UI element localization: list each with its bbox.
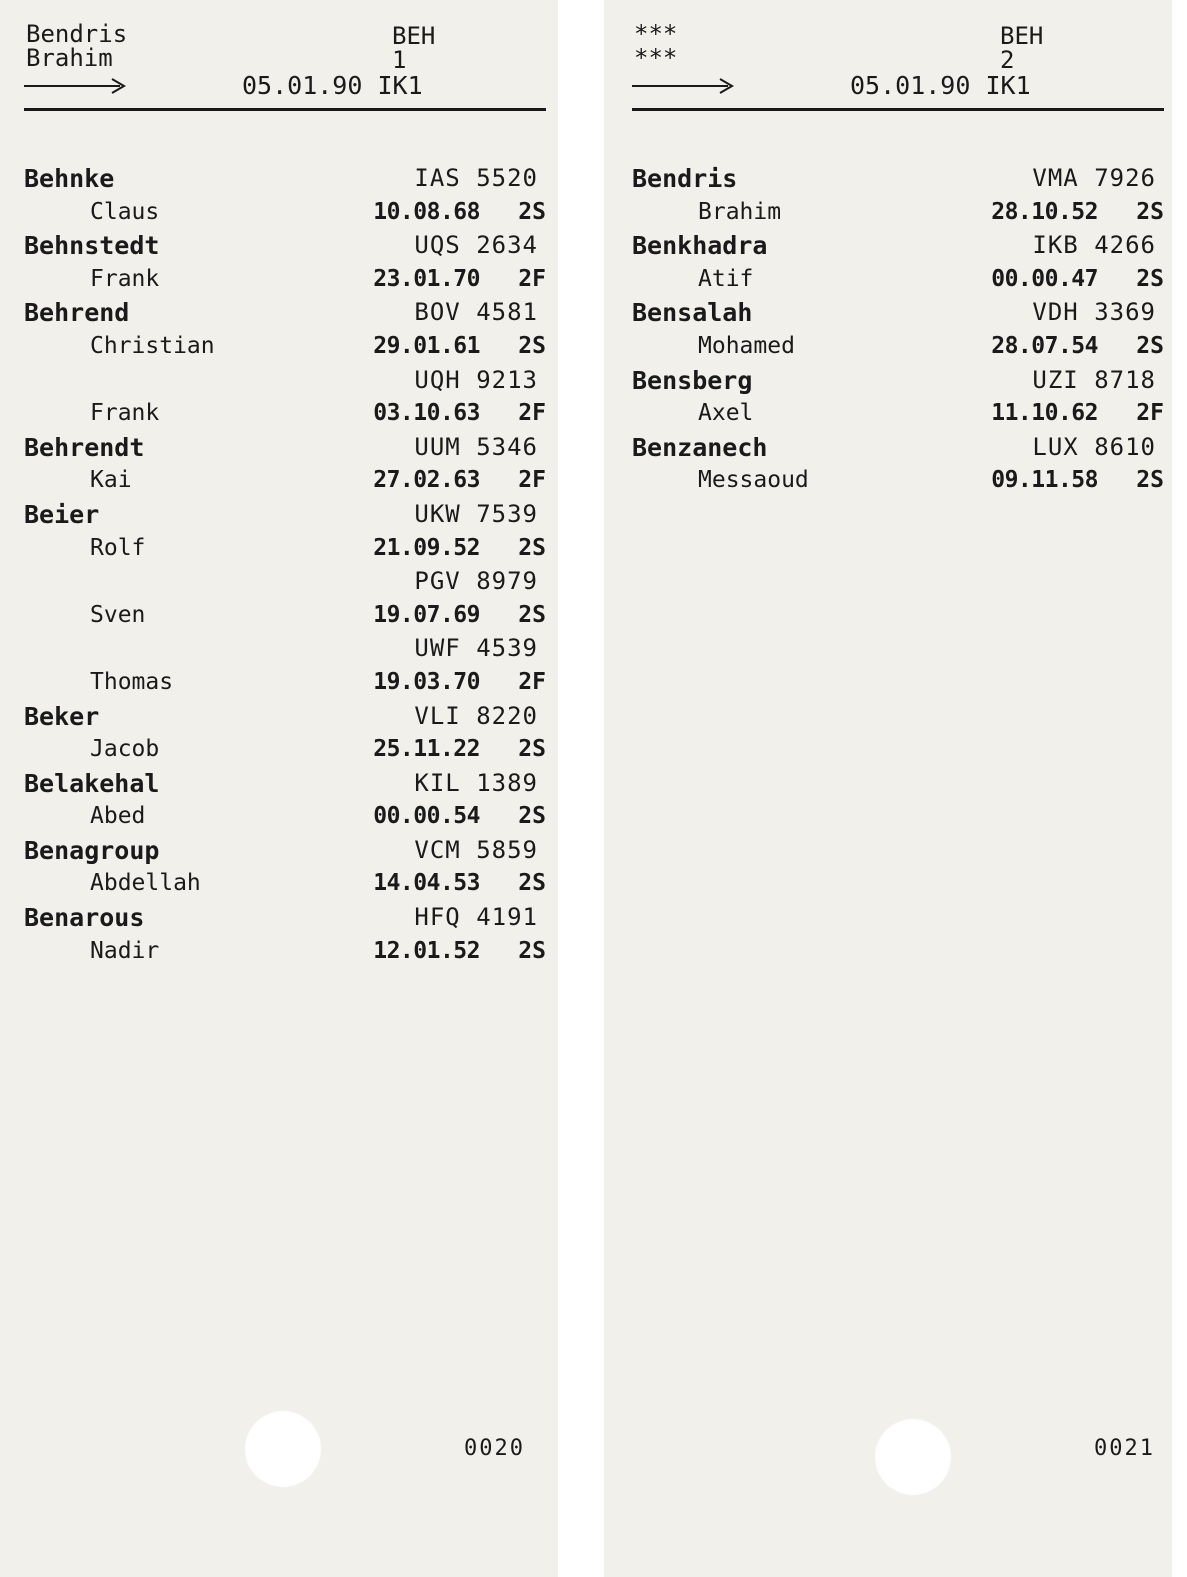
list-item xyxy=(24,464,546,498)
header-rule xyxy=(24,108,546,111)
birth-date: 00.00.47 xyxy=(991,265,1098,292)
list-item xyxy=(632,464,1164,498)
surname-text: Benzanech xyxy=(632,432,768,462)
page-number: 0021 xyxy=(1094,1436,1155,1461)
list-item xyxy=(632,330,1164,364)
list-item xyxy=(24,229,546,263)
surname-text: Beier xyxy=(24,499,100,529)
list-item xyxy=(24,565,546,599)
surname-text: Bensberg xyxy=(632,365,753,395)
birth-date: 09.11.58 xyxy=(991,467,1098,494)
birth-date: 03.10.63 xyxy=(373,400,480,427)
class-code: 2S xyxy=(518,736,546,763)
header-rule xyxy=(632,108,1164,111)
surname-text: Behnstedt xyxy=(24,231,160,261)
birth-date: 27.02.63 xyxy=(373,467,480,494)
class-code: 2S xyxy=(518,937,546,964)
class-code: 2S xyxy=(1136,467,1164,494)
header-date: 05.01.90 IK1 xyxy=(242,71,423,100)
list-item xyxy=(24,834,546,868)
header-line-2: Brahim xyxy=(26,44,113,72)
given-name: Thomas xyxy=(90,668,174,695)
birth-date: 12.01.52 xyxy=(373,937,480,964)
given-name: Mohamed xyxy=(698,332,795,359)
surname-text: Bendris xyxy=(632,164,738,193)
list-item xyxy=(632,397,1164,431)
punch-hole xyxy=(244,1410,322,1488)
given-name: Sven xyxy=(90,601,146,628)
plate-number: UQH 9213 xyxy=(414,365,538,394)
class-code: 2S xyxy=(518,332,546,359)
list-item xyxy=(24,364,546,398)
surname-text: Behrend xyxy=(24,298,130,328)
plate-number: IAS 5520 xyxy=(414,164,538,192)
card-content xyxy=(632,0,1164,1577)
birth-date: 29.01.61 xyxy=(373,332,480,359)
list-item xyxy=(24,498,546,532)
plate-number: BOV 4581 xyxy=(414,298,538,327)
class-code: 2S xyxy=(1136,198,1164,225)
class-code: 2S xyxy=(518,601,546,628)
plate-number: VCM 5859 xyxy=(414,835,538,864)
list-item xyxy=(24,632,546,666)
punch-hole xyxy=(874,1418,952,1496)
list-item xyxy=(632,162,1164,196)
list-item xyxy=(24,397,546,431)
surname-text: Beker xyxy=(24,701,100,731)
list-item xyxy=(24,901,546,935)
plate-number: UKW 7539 xyxy=(414,499,538,528)
given-name: Christian xyxy=(90,332,215,359)
card-left xyxy=(0,0,558,1577)
class-code: 2F xyxy=(1136,400,1164,427)
birth-date: 10.08.68 xyxy=(373,198,480,225)
surname-text: Benagroup xyxy=(24,835,160,865)
list-item xyxy=(24,599,546,633)
class-code: 2S xyxy=(1136,332,1164,359)
list-item xyxy=(632,296,1164,330)
birth-date: 28.10.52 xyxy=(991,198,1098,225)
class-code: 2F xyxy=(518,400,546,427)
plate-number: UWF 4539 xyxy=(414,634,538,663)
class-code: 2S xyxy=(518,534,546,561)
list-item xyxy=(24,532,546,566)
plate-number: VLI 8220 xyxy=(414,701,538,730)
list-item xyxy=(24,431,546,465)
surname-text: Benkhadra xyxy=(632,231,768,261)
given-name: Axel xyxy=(698,400,754,427)
surname-text: Belakehal xyxy=(24,768,160,798)
header-line-1: Bendris xyxy=(26,20,128,48)
list-item xyxy=(24,733,546,767)
class-code: 2F xyxy=(518,467,546,494)
birth-date: 21.09.52 xyxy=(373,534,480,561)
header-line-1: *** xyxy=(634,20,678,48)
given-name: Atif xyxy=(698,265,754,292)
given-name: Messaoud xyxy=(698,467,809,494)
list-item xyxy=(24,800,546,834)
header-number: 1 xyxy=(392,46,407,74)
birth-date: 19.03.70 xyxy=(373,668,480,695)
header-code: BEH xyxy=(392,22,436,50)
list-item xyxy=(24,196,546,230)
surname-text: Bensalah xyxy=(632,298,753,328)
plate-number: PGV 8979 xyxy=(414,567,538,596)
given-name: Jacob xyxy=(90,736,160,763)
given-name: Brahim xyxy=(698,198,782,225)
given-name: Kai xyxy=(90,467,132,494)
plate-number: HFQ 4191 xyxy=(414,903,538,932)
plate-number: VMA 7926 xyxy=(1032,164,1156,192)
plate-number: UQS 2634 xyxy=(414,231,538,260)
class-code: 2F xyxy=(518,265,546,292)
list-item xyxy=(24,767,546,801)
page-number: 0020 xyxy=(464,1436,525,1461)
list-item xyxy=(24,867,546,901)
plate-number: IKB 4266 xyxy=(1032,231,1156,260)
class-code: 2F xyxy=(518,668,546,695)
list-item xyxy=(24,162,546,196)
given-name: Abdellah xyxy=(90,870,201,897)
list-item xyxy=(24,263,546,297)
list-item xyxy=(24,700,546,734)
given-name: Frank xyxy=(90,400,160,427)
birth-date: 19.07.69 xyxy=(373,601,480,628)
list-item xyxy=(632,229,1164,263)
list-item xyxy=(24,296,546,330)
list-item xyxy=(632,263,1164,297)
card-content xyxy=(24,0,546,1577)
arrow-right-icon xyxy=(632,76,736,96)
plate-number: UUM 5346 xyxy=(414,432,538,461)
entry-list xyxy=(632,162,1164,498)
plate-number: VDH 3369 xyxy=(1032,298,1156,327)
list-item xyxy=(632,431,1164,465)
list-item xyxy=(632,196,1164,230)
header-line-2: *** xyxy=(634,44,678,72)
class-code: 2S xyxy=(518,198,546,225)
birth-date: 23.01.70 xyxy=(373,265,480,292)
surname-text: Behnke xyxy=(24,164,115,193)
given-name: Rolf xyxy=(90,534,146,561)
birth-date: 28.07.54 xyxy=(991,332,1098,359)
card-right xyxy=(604,0,1172,1577)
list-item xyxy=(24,330,546,364)
list-item xyxy=(632,364,1164,398)
plate-number: LUX 8610 xyxy=(1032,432,1156,461)
arrow-right-icon xyxy=(24,76,128,96)
given-name: Frank xyxy=(90,265,160,292)
class-code: 2S xyxy=(1136,265,1164,292)
class-code: 2S xyxy=(518,870,546,897)
card-header xyxy=(24,20,546,116)
birth-date: 00.00.54 xyxy=(373,803,480,830)
surname-text: Behrendt xyxy=(24,432,145,462)
entry-list xyxy=(24,162,546,968)
list-item xyxy=(24,666,546,700)
birth-date: 11.10.62 xyxy=(991,400,1098,427)
birth-date: 14.04.53 xyxy=(373,870,480,897)
list-item xyxy=(24,935,546,969)
given-name: Nadir xyxy=(90,937,160,964)
plate-number: UZI 8718 xyxy=(1032,365,1156,394)
given-name: Claus xyxy=(90,198,160,225)
card-header xyxy=(632,20,1164,116)
header-number: 2 xyxy=(1000,46,1015,74)
header-date: 05.01.90 IK1 xyxy=(850,71,1031,100)
birth-date: 25.11.22 xyxy=(373,736,480,763)
surname-text: Benarous xyxy=(24,903,145,933)
given-name: Abed xyxy=(90,803,146,830)
plate-number: KIL 1389 xyxy=(414,768,538,797)
header-code: BEH xyxy=(1000,22,1044,50)
class-code: 2S xyxy=(518,803,546,830)
